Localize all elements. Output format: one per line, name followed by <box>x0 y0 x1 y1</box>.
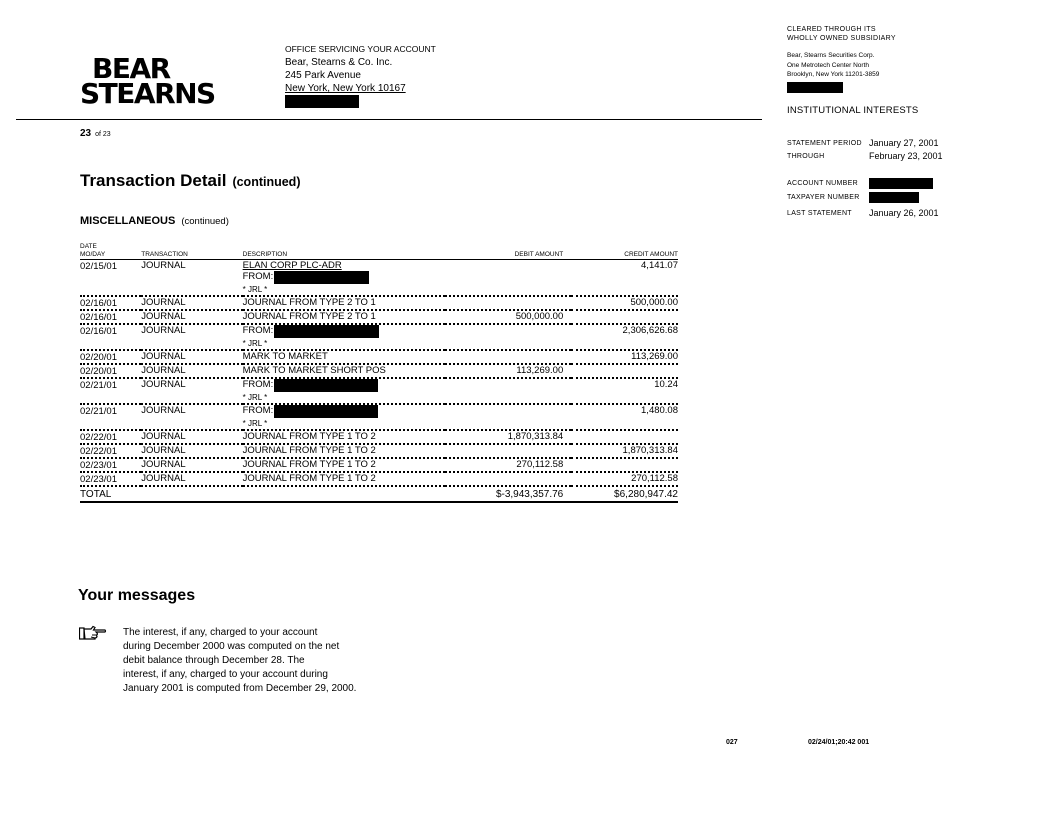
message-line: during December 2000 was computed on the net <box>123 641 340 652</box>
page-title-main: Transaction Detail <box>80 171 227 190</box>
statement-period-row <box>787 138 1037 148</box>
description-label: JOURNAL FROM TYPE 2 TO 1 <box>242 297 376 308</box>
cell-description <box>243 404 445 430</box>
taxpayer-number-row <box>787 192 1037 203</box>
section-heading-main: MISCELLANEOUS <box>80 215 176 227</box>
clearing-line-1: CLEARED THROUGH ITS <box>787 26 876 33</box>
page-of: of 23 <box>95 131 111 138</box>
jrl-marker: * JRL * <box>242 393 268 402</box>
section-heading <box>80 215 229 227</box>
cell-description <box>243 350 445 364</box>
description-text <box>243 473 445 484</box>
jrl-marker: * JRL * <box>242 419 268 428</box>
cell-credit: 113,269.00 <box>571 350 678 364</box>
bear-stearns-logo <box>80 52 215 110</box>
through-value: February 23, 2001 <box>869 150 943 161</box>
cell-credit <box>571 364 678 378</box>
cell-credit: 1,480.08 <box>571 404 678 430</box>
page-current: 23 <box>80 128 92 139</box>
description-label: FROM: <box>242 379 274 390</box>
cell-debit <box>445 444 571 458</box>
cell-date: 02/21/01 <box>80 378 141 404</box>
cell-date: 02/22/01 <box>80 444 141 458</box>
table-row <box>80 296 678 310</box>
description-text <box>243 365 445 376</box>
messages-title: Your messages <box>78 587 196 604</box>
cell-description <box>243 310 445 324</box>
last-statement-label: LAST STATEMENT <box>787 209 852 217</box>
clearing-info <box>787 25 1037 218</box>
clearing-addr-3: Brooklyn, New York 11201-3859 <box>787 71 880 78</box>
description-label: JOURNAL FROM TYPE 2 TO 1 <box>242 311 376 322</box>
redacted-box <box>274 325 379 338</box>
cell-debit <box>445 350 571 364</box>
cell-debit: 500,000.00 <box>445 310 571 324</box>
section-heading-continued: (continued) <box>181 216 229 227</box>
table-total-row <box>80 486 678 502</box>
cell-debit <box>445 324 571 350</box>
cell-credit <box>571 310 678 324</box>
cell-date: 02/20/01 <box>80 364 141 378</box>
cell-transaction: JOURNAL <box>141 260 242 297</box>
footer-timestamp: 02/24/01;20:42 001 <box>808 739 870 746</box>
footer-code: 027 <box>726 739 738 746</box>
cell-credit: 270,112.58 <box>571 472 678 486</box>
cell-transaction: JOURNAL <box>141 378 242 404</box>
taxpayer-number-label: TAXPAYER NUMBER <box>787 193 860 201</box>
cell-credit <box>571 458 678 472</box>
cell-description <box>243 324 445 350</box>
clearing-addr-2: One Metrotech Center North <box>787 61 870 69</box>
description-label: MARK TO MARKET SHORT POS <box>242 365 386 376</box>
cell-transaction: JOURNAL <box>141 364 242 378</box>
cell-transaction: JOURNAL <box>141 404 242 430</box>
cell-debit <box>445 404 571 430</box>
col-header-transaction: TRANSACTION <box>141 243 242 260</box>
cell-debit: 270,112.58 <box>445 458 571 472</box>
logo-line-1: BEAR <box>92 52 170 85</box>
cell-date: 02/21/01 <box>80 404 141 430</box>
office-name: Bear, Stearns & Co. Inc. <box>285 57 393 68</box>
cell-debit <box>445 296 571 310</box>
cell-transaction: JOURNAL <box>141 458 242 472</box>
col-header-debit <box>445 243 571 260</box>
col-header-debit-label: DEBIT AMOUNT <box>514 251 564 258</box>
description-text <box>243 405 445 418</box>
table-row <box>80 324 678 350</box>
col-header-date-top: DATE <box>80 243 97 250</box>
statement-period-value: January 27, 2001 <box>869 137 939 148</box>
table-row <box>80 378 678 404</box>
message-line: The interest, if any, charged to your account <box>123 627 318 638</box>
page-title <box>80 171 300 191</box>
clearing-line-2: WHOLLY OWNED SUBSIDIARY <box>787 35 896 42</box>
cell-credit <box>571 430 678 444</box>
from-label: FROM: <box>242 271 274 282</box>
page-number <box>80 128 111 139</box>
clearing-addr-1: Bear, Stearns Securities Corp. <box>787 52 875 59</box>
account-number-row <box>787 178 1037 189</box>
page-title-continued: (continued) <box>232 175 301 189</box>
description-text <box>243 445 445 456</box>
table-row <box>80 364 678 378</box>
cell-debit <box>445 378 571 404</box>
redacted-box <box>274 405 378 418</box>
cell-credit: 1,870,313.84 <box>571 444 678 458</box>
description-text <box>243 379 445 392</box>
cell-debit <box>445 260 571 297</box>
statement-period-label: STATEMENT PERIOD <box>787 139 862 147</box>
cell-description <box>243 296 445 310</box>
table-row <box>80 458 678 472</box>
pointing-hand-icon <box>79 625 107 643</box>
description-text <box>243 311 445 322</box>
redacted-box <box>285 95 359 108</box>
redacted-box <box>274 271 369 284</box>
transaction-table <box>80 243 678 503</box>
description-text <box>243 431 445 442</box>
table-header-row <box>80 243 678 260</box>
office-heading: OFFICE SERVICING YOUR ACCOUNT <box>285 44 436 54</box>
last-statement-row <box>787 208 1037 218</box>
cell-debit: 113,269.00 <box>445 364 571 378</box>
cell-transaction: JOURNAL <box>141 324 242 350</box>
cell-date: 02/22/01 <box>80 430 141 444</box>
account-number-label: ACCOUNT NUMBER <box>787 179 858 187</box>
table-row <box>80 350 678 364</box>
cell-date: 02/16/01 <box>80 310 141 324</box>
description-text <box>243 351 445 362</box>
table-row <box>80 260 678 297</box>
cell-description <box>243 378 445 404</box>
description-label: MARK TO MARKET <box>242 351 328 362</box>
cell-transaction: JOURNAL <box>141 430 242 444</box>
col-header-credit: CREDIT AMOUNT <box>571 243 678 260</box>
description-label: ELAN CORP PLC-ADR <box>242 260 342 271</box>
account-number-redacted <box>869 178 933 189</box>
cell-date: 02/23/01 <box>80 472 141 486</box>
through-label: THROUGH <box>787 152 825 160</box>
office-city: New York, New York 10167 <box>285 83 406 94</box>
table-row <box>80 430 678 444</box>
cell-debit <box>445 472 571 486</box>
cell-date: 02/15/01 <box>80 260 141 297</box>
cell-date: 02/23/01 <box>80 458 141 472</box>
total-label: TOTAL <box>80 486 445 502</box>
table-row <box>80 472 678 486</box>
total-debit: $-3,943,357.76 <box>445 486 571 502</box>
description-label: JOURNAL FROM TYPE 1 TO 2 <box>242 459 376 470</box>
cell-credit: 2,306,626.68 <box>571 324 678 350</box>
cell-transaction: JOURNAL <box>141 350 242 364</box>
header-rule <box>16 119 762 120</box>
cell-date: 02/20/01 <box>80 350 141 364</box>
description-label: FROM: <box>242 405 274 416</box>
through-row <box>787 151 1037 161</box>
description-text <box>243 260 445 271</box>
description-label: JOURNAL FROM TYPE 1 TO 2 <box>242 473 376 484</box>
office-servicing-block <box>285 43 436 112</box>
message-line: debit balance through December 28. The <box>123 655 305 666</box>
cell-description <box>243 444 445 458</box>
taxpayer-number-redacted <box>869 192 919 203</box>
institutional-interests: INSTITUTIONAL INTERESTS <box>787 104 919 116</box>
table-row <box>80 404 678 430</box>
office-street: 245 Park Avenue <box>285 70 361 81</box>
cell-description <box>243 430 445 444</box>
from-line <box>243 271 445 284</box>
cell-date: 02/16/01 <box>80 324 141 350</box>
cell-credit: 10.24 <box>571 378 678 404</box>
description-text <box>243 297 445 308</box>
description-label: JOURNAL FROM TYPE 1 TO 2 <box>242 445 376 456</box>
description-text <box>243 325 445 338</box>
transaction-rows <box>80 260 678 503</box>
table-row <box>80 444 678 458</box>
redacted-box <box>274 379 378 392</box>
description-label: JOURNAL FROM TYPE 1 TO 2 <box>242 431 376 442</box>
cell-credit: 500,000.00 <box>571 296 678 310</box>
last-statement-value: January 26, 2001 <box>869 207 939 218</box>
table-row <box>80 310 678 324</box>
cell-description <box>243 458 445 472</box>
col-header-description: DESCRIPTION <box>243 243 445 260</box>
cell-description <box>243 260 445 297</box>
total-credit: $6,280,947.42 <box>571 486 678 502</box>
redacted-box <box>787 82 843 93</box>
cell-transaction: JOURNAL <box>141 296 242 310</box>
message-line: interest, if any, charged to your account during <box>123 669 328 680</box>
message-line: January 2001 is computed from December 29, 2000. <box>123 683 357 694</box>
cell-transaction: JOURNAL <box>141 444 242 458</box>
jrl-marker: * JRL * <box>242 285 268 294</box>
description-text <box>243 459 445 470</box>
cell-description <box>243 472 445 486</box>
logo-line-2: STEARNS <box>80 77 215 110</box>
cell-transaction: JOURNAL <box>141 472 242 486</box>
cell-credit: 4,141.07 <box>571 260 678 297</box>
description-label: FROM: <box>242 325 274 336</box>
col-header-date <box>80 243 141 260</box>
jrl-marker: * JRL * <box>242 339 268 348</box>
col-header-date-label: MO/DAY <box>80 251 106 258</box>
cell-debit: 1,870,313.84 <box>445 430 571 444</box>
cell-date: 02/16/01 <box>80 296 141 310</box>
cell-transaction: JOURNAL <box>141 310 242 324</box>
messages-text <box>123 626 423 696</box>
cell-description <box>243 364 445 378</box>
